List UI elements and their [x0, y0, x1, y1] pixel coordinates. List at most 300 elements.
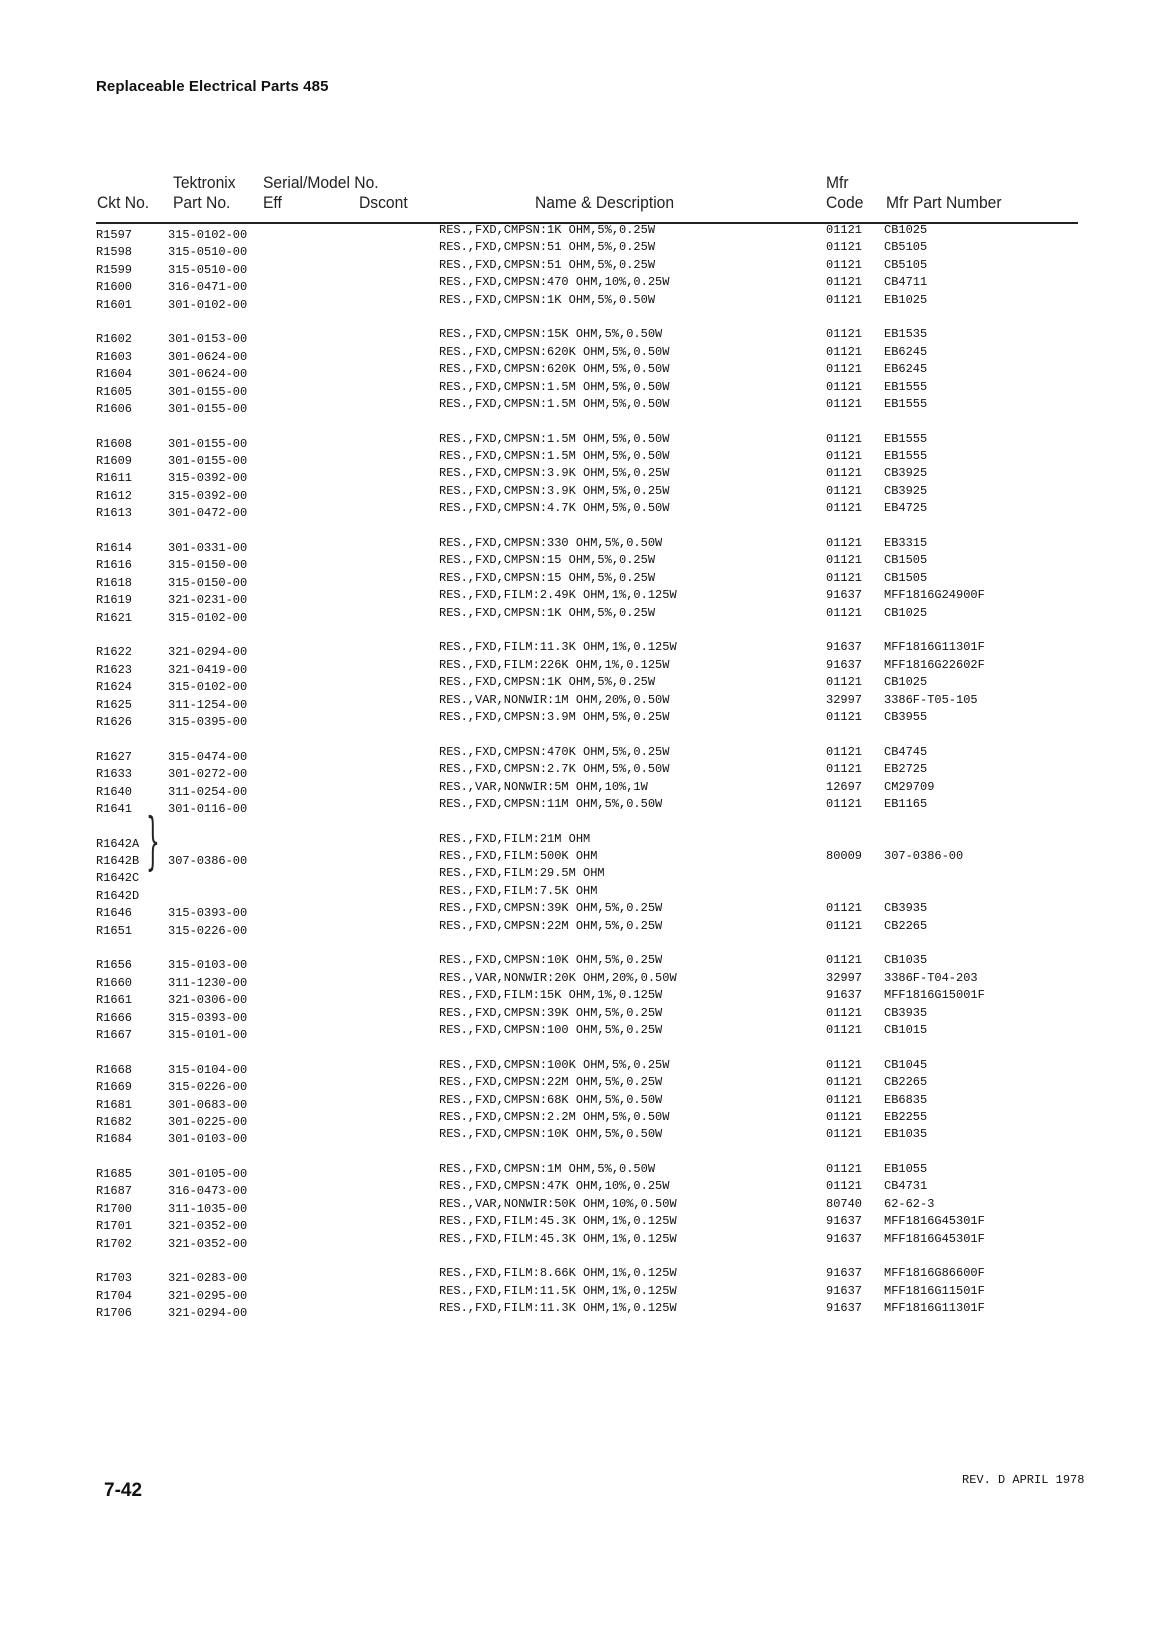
description-cell: RES.,FXD,CMPSN:3.9K OHM,5%,0.25W: [439, 466, 670, 481]
description-cell: RES.,FXD,CMPSN:470K OHM,5%,0.25W: [439, 744, 670, 759]
group-gap: [826, 1144, 862, 1161]
mfr-code-cell: 01121: [826, 796, 863, 811]
part-no-cell: 315-0226-00: [168, 923, 248, 938]
mfr-part-number-cell: CB1505: [884, 570, 928, 585]
part-no-cell: 321-0352-00: [168, 1219, 248, 1234]
mfr-part-number-column: [884, 222, 985, 1318]
mfr-part-number-cell: CB2265: [884, 918, 928, 933]
ckt-no-cell: R1667: [96, 1027, 133, 1042]
mfr-part-number-cell: CB5105: [884, 240, 928, 255]
ckt-no-cell: R1656: [96, 958, 133, 973]
ckt-no-cell: R1668: [96, 1062, 133, 1077]
group-gap: [168, 523, 247, 540]
description-cell: RES.,FXD,FILM:226K OHM,1%,0.125W: [439, 657, 670, 672]
ckt-no-cell: R1612: [96, 488, 133, 503]
description-cell: RES.,FXD,FILM:11.3K OHM,1%,0.125W: [439, 640, 677, 655]
group-gap: [884, 413, 985, 430]
mfr-part-number-cell: EB6835: [884, 1092, 928, 1107]
ckt-no-cell: R1661: [96, 993, 133, 1008]
mfr-part-number-cell: EB1555: [884, 449, 928, 464]
mfr-part-number-cell: MFF1816G22602F: [884, 657, 985, 672]
group-gap: [826, 622, 862, 639]
part-no-cell: 315-0226-00: [168, 1080, 248, 1095]
ckt-no-cell: R1685: [96, 1167, 133, 1182]
header-dscont: Dscont: [359, 193, 408, 212]
mfr-part-number-cell: EB2255: [884, 1109, 928, 1124]
description-cell: RES.,VAR,NONWIR:5M OHM,10%,1W: [439, 779, 648, 794]
mfr-code-cell: 91637: [826, 1283, 863, 1298]
group-gap: [96, 523, 139, 540]
description-cell: RES.,FXD,CMPSN:620K OHM,5%,0.50W: [439, 344, 670, 359]
description-cell: RES.,FXD,CMPSN:1.5M OHM,5%,0.50W: [439, 449, 670, 464]
description-column: [439, 222, 677, 1318]
group-brace: }: [146, 804, 160, 877]
header-mfr: Mfr: [826, 173, 849, 192]
group-gap: [168, 1044, 247, 1061]
mfr-code-cell: 01121: [826, 240, 863, 255]
mfr-part-number-cell: 62-62-3: [884, 1196, 935, 1211]
mfr-code-cell: 01121: [826, 762, 863, 777]
description-cell: RES.,FXD,CMPSN:68K OHM,5%,0.50W: [439, 1092, 663, 1107]
group-gap: [168, 1253, 247, 1270]
ckt-no-cell: R1604: [96, 367, 133, 382]
description-cell: RES.,FXD,CMPSN:100 OHM,5%,0.25W: [439, 1022, 663, 1037]
mfr-code-cell: 01121: [826, 1075, 863, 1090]
mfr-code-cell: 01121: [826, 1179, 863, 1194]
part-no-cell: 315-0392-00: [168, 471, 248, 486]
ckt-no-cell: R1619: [96, 593, 133, 608]
description-cell: RES.,FXD,FILM:21M OHM: [439, 831, 591, 846]
description-cell: RES.,FXD,FILM:11.3K OHM,1%,0.125W: [439, 1301, 677, 1316]
mfr-code-cell: 91637: [826, 988, 863, 1003]
mfr-part-number-cell: 3386F-T05-105: [884, 692, 978, 707]
part-no-cell: 301-0103-00: [168, 1132, 248, 1147]
part-no-cell: 311-1254-00: [168, 697, 248, 712]
mfr-code-cell: 01121: [826, 1005, 863, 1020]
header-ckt-no: Ckt No.: [97, 193, 150, 212]
mfr-code-cell: 01121: [826, 275, 863, 290]
mfr-code-cell: 01121: [826, 1092, 863, 1107]
mfr-code-cell: 01121: [826, 953, 863, 968]
ckt-no-cell: R1606: [96, 401, 133, 416]
ckt-no-cell: R1642D: [96, 888, 140, 903]
description-cell: RES.,FXD,CMPSN:10K OHM,5%,0.25W: [439, 953, 663, 968]
mfr-code-cell: 91637: [826, 657, 863, 672]
description-cell: RES.,FXD,CMPSN:330 OHM,5%,0.50W: [439, 536, 663, 551]
description-cell: RES.,FXD,CMPSN:15 OHM,5%,0.25W: [439, 570, 656, 585]
description-cell: RES.,VAR,NONWIR:20K OHM,20%,0.50W: [439, 970, 677, 985]
description-cell: RES.,FXD,FILM:8.66K OHM,1%,0.125W: [439, 1266, 677, 1281]
group-gap: [439, 1039, 677, 1056]
mfr-code-cell: 01121: [826, 449, 863, 464]
mfr-part-number-cell: CB4711: [884, 275, 928, 290]
description-cell: RES.,FXD,CMPSN:22M OHM,5%,0.25W: [439, 918, 663, 933]
part-no-cell: 301-0153-00: [168, 332, 248, 347]
description-cell: RES.,FXD,FILM:45.3K OHM,1%,0.125W: [439, 1214, 677, 1229]
description-cell: RES.,VAR,NONWIR:1M OHM,20%,0.50W: [439, 692, 670, 707]
description-cell: RES.,FXD,CMPSN:100K OHM,5%,0.25W: [439, 1057, 670, 1072]
mfr-part-number-cell: 3386F-T04-203: [884, 970, 978, 985]
ckt-no-cell: R1614: [96, 541, 133, 556]
mfr-part-number-cell: CB1035: [884, 953, 928, 968]
mfr-code-cell: 01121: [826, 379, 863, 394]
part-no-cell: 316-0473-00: [168, 1184, 248, 1199]
mfr-part-number-cell: EB1555: [884, 396, 928, 411]
mfr-code-cell: 91637: [826, 1266, 863, 1281]
group-gap: [96, 627, 139, 644]
mfr-part-number-cell: MFF1816G45301F: [884, 1231, 985, 1246]
part-no-cell: 321-0352-00: [168, 1236, 248, 1251]
group-gap: [826, 813, 862, 830]
group-gap: [96, 818, 139, 835]
ckt-no-cell: R1703: [96, 1271, 133, 1286]
part-no-cell: 301-0155-00: [168, 401, 248, 416]
ckt-no-cell: R1601: [96, 297, 133, 312]
part-no-cell: 301-0472-00: [168, 506, 248, 521]
ckt-no-cell: R1651: [96, 923, 133, 938]
description-cell: RES.,FXD,CMPSN:3.9M OHM,5%,0.25W: [439, 709, 670, 724]
description-cell: RES.,FXD,CMPSN:3.9K OHM,5%,0.25W: [439, 483, 670, 498]
header-code: Code: [826, 193, 864, 212]
mfr-code-cell: 01121: [826, 918, 863, 933]
description-cell: RES.,FXD,CMPSN:11M OHM,5%,0.50W: [439, 796, 663, 811]
mfr-part-number-cell: EB2725: [884, 762, 928, 777]
part-no-cell: 316-0471-00: [168, 280, 248, 295]
part-no-cell: 301-0225-00: [168, 1114, 248, 1129]
ckt-no-cell: R1706: [96, 1306, 133, 1321]
description-cell: RES.,FXD,FILM:500K OHM: [439, 849, 598, 864]
part-no-cell: 301-0331-00: [168, 541, 248, 556]
group-gap: [826, 1039, 862, 1056]
page-number: 7-42: [104, 1480, 143, 1501]
ckt-no-cell: R1701: [96, 1219, 133, 1234]
part-no-cell: [168, 836, 247, 853]
part-no-cell: 315-0104-00: [168, 1062, 248, 1077]
mfr-part-number-cell: MFF1816G11301F: [884, 640, 985, 655]
description-cell: RES.,FXD,FILM:11.5K OHM,1%,0.125W: [439, 1283, 677, 1298]
mfr-part-number-cell: CB3925: [884, 483, 928, 498]
mfr-code-cell: 01121: [826, 1127, 863, 1142]
mfr-code-cell: [826, 831, 862, 848]
description-cell: RES.,FXD,CMPSN:2.2M OHM,5%,0.50W: [439, 1109, 670, 1124]
description-cell: RES.,FXD,CMPSN:51 OHM,5%,0.25W: [439, 240, 656, 255]
ckt-no-cell: R1600: [96, 280, 133, 295]
part-no-cell: 321-0295-00: [168, 1288, 248, 1303]
description-cell: RES.,VAR,NONWIR:50K OHM,10%,0.50W: [439, 1196, 677, 1211]
mfr-part-number-cell: EB3315: [884, 536, 928, 551]
header-serial-model: Serial/Model No.: [263, 173, 379, 192]
mfr-code-column: [826, 222, 862, 1318]
group-gap: [96, 418, 139, 435]
mfr-code-cell: 12697: [826, 779, 863, 794]
mfr-part-number-cell: EB4725: [884, 501, 928, 516]
part-no-cell: 315-0392-00: [168, 488, 248, 503]
mfr-code-cell: 01121: [826, 344, 863, 359]
header-mfr-part-number: Mfr Part Number: [886, 193, 1002, 212]
part-no-cell: 301-0272-00: [168, 767, 248, 782]
mfr-part-number-cell: EB1555: [884, 431, 928, 446]
mfr-code-cell: 01121: [826, 605, 863, 620]
ckt-no-cell: R1642C: [96, 871, 140, 886]
mfr-code-cell: 91637: [826, 588, 863, 603]
description-cell: RES.,FXD,CMPSN:2.7K OHM,5%,0.50W: [439, 762, 670, 777]
mfr-code-cell: 01121: [826, 292, 863, 307]
description-cell: RES.,FXD,FILM:45.3K OHM,1%,0.125W: [439, 1231, 677, 1246]
description-cell: RES.,FXD,CMPSN:1K OHM,5%,0.50W: [439, 292, 656, 307]
mfr-code-cell: 01121: [826, 327, 863, 342]
ckt-no-cell: R1618: [96, 575, 133, 590]
group-gap: [168, 1149, 247, 1166]
ckt-no-cell: R1625: [96, 697, 133, 712]
part-no-cell: 301-0624-00: [168, 349, 248, 364]
group-gap: [96, 1253, 139, 1270]
description-cell: RES.,FXD,CMPSN:1K OHM,5%,0.25W: [439, 605, 656, 620]
description-cell: RES.,FXD,CMPSN:39K OHM,5%,0.25W: [439, 901, 663, 916]
description-cell: RES.,FXD,CMPSN:47K OHM,10%,0.25W: [439, 1179, 670, 1194]
ckt-no-cell: R1622: [96, 645, 133, 660]
mfr-part-number-cell: CB3935: [884, 901, 928, 916]
ckt-no-cell: R1626: [96, 714, 133, 729]
part-no-cell: 315-0510-00: [168, 245, 248, 260]
mfr-code-cell: 01121: [826, 1109, 863, 1124]
part-no-cell: 321-0283-00: [168, 1271, 248, 1286]
ckt-no-cell: R1598: [96, 245, 133, 260]
part-no-cell: 301-0116-00: [168, 801, 248, 816]
mfr-part-number-cell: [884, 865, 985, 882]
part-no-cell: 321-0419-00: [168, 662, 248, 677]
part-no-cell: 315-0395-00: [168, 714, 248, 729]
ckt-no-cell: R1640: [96, 784, 133, 799]
ckt-no-cell: R1602: [96, 332, 133, 347]
description-cell: RES.,FXD,CMPSN:15K OHM,5%,0.50W: [439, 327, 663, 342]
description-cell: RES.,FXD,CMPSN:51 OHM,5%,0.25W: [439, 257, 656, 272]
ckt-no-cell: R1646: [96, 906, 133, 921]
mfr-code-cell: [826, 865, 862, 882]
mfr-code-cell: 01121: [826, 553, 863, 568]
mfr-code-cell: 80740: [826, 1196, 863, 1211]
part-no-cell: 301-0155-00: [168, 436, 248, 451]
mfr-part-number-cell: EB1555: [884, 379, 928, 394]
mfr-part-number-cell: 307-0386-00: [884, 849, 964, 864]
group-gap: [168, 418, 247, 435]
mfr-part-number-cell: CB4745: [884, 744, 928, 759]
description-cell: RES.,FXD,FILM:15K OHM,1%,0.125W: [439, 988, 663, 1003]
ckt-no-cell: R1613: [96, 506, 133, 521]
group-gap: [168, 731, 247, 748]
group-gap: [884, 1039, 985, 1056]
group-gap: [96, 940, 139, 957]
mfr-part-number-cell: MFF1816G45301F: [884, 1214, 985, 1229]
ckt-no-cell: R1702: [96, 1236, 133, 1251]
mfr-part-number-cell: EB1055: [884, 1162, 928, 1177]
group-gap: [884, 1248, 985, 1265]
part-no-cell: 315-0102-00: [168, 610, 248, 625]
part-no-cell: 307-0386-00: [168, 854, 248, 869]
mfr-part-number-cell: CB3925: [884, 466, 928, 481]
mfr-part-number-cell: MFF1816G24900F: [884, 588, 985, 603]
ckt-no-cell: R1700: [96, 1201, 133, 1216]
part-no-cell: 321-0294-00: [168, 1306, 248, 1321]
mfr-code-cell: 01121: [826, 901, 863, 916]
part-no-cell: 311-0254-00: [168, 784, 248, 799]
ckt-no-cell: R1611: [96, 471, 133, 486]
part-no-cell: 315-0103-00: [168, 958, 248, 973]
description-cell: RES.,FXD,CMPSN:620K OHM,5%,0.50W: [439, 362, 670, 377]
group-gap: [884, 309, 985, 326]
part-no-cell: 301-0155-00: [168, 384, 248, 399]
mfr-part-number-cell: [884, 831, 985, 848]
group-gap: [439, 413, 677, 430]
ckt-no-cell: R1687: [96, 1184, 133, 1199]
group-gap: [826, 935, 862, 952]
revision-note: REV. D APRIL 1978: [962, 1473, 1085, 1487]
group-gap: [96, 1044, 139, 1061]
mfr-code-cell: 01121: [826, 1057, 863, 1072]
description-cell: RES.,FXD,CMPSN:1.5M OHM,5%,0.50W: [439, 431, 670, 446]
group-gap: [884, 1144, 985, 1161]
mfr-code-cell: 01121: [826, 744, 863, 759]
group-gap: [884, 935, 985, 952]
ckt-no-cell: R1660: [96, 975, 133, 990]
ckt-no-cell: R1597: [96, 228, 133, 242]
mfr-part-number-cell: CB2265: [884, 1075, 928, 1090]
group-gap: [884, 726, 985, 743]
mfr-part-number-cell: EB1165: [884, 796, 928, 811]
group-gap: [884, 813, 985, 830]
group-gap: [884, 518, 985, 535]
header-tektronix: Tektronix: [173, 173, 236, 192]
part-no-cell: 315-0102-00: [168, 228, 248, 242]
mfr-part-number-cell: CB3935: [884, 1005, 928, 1020]
group-gap: [826, 413, 862, 430]
part-no-cell: 301-0683-00: [168, 1097, 248, 1112]
mfr-code-cell: 01121: [826, 466, 863, 481]
mfr-part-number-cell: CB1045: [884, 1057, 928, 1072]
group-gap: [168, 940, 247, 957]
mfr-code-cell: 01121: [826, 570, 863, 585]
ckt-no-cell: R1599: [96, 262, 133, 277]
group-gap: [439, 309, 677, 326]
page-title: Replaceable Electrical Parts 485: [96, 78, 329, 95]
description-cell: RES.,FXD,CMPSN:1.5M OHM,5%,0.50W: [439, 379, 670, 394]
mfr-code-cell: 91637: [826, 1214, 863, 1229]
description-cell: RES.,FXD,CMPSN:1M OHM,5%,0.50W: [439, 1162, 656, 1177]
group-gap: [439, 726, 677, 743]
ckt-no-cell: R1681: [96, 1097, 133, 1112]
mfr-part-number-cell: CB1505: [884, 553, 928, 568]
mfr-code-cell: 01121: [826, 675, 863, 690]
mfr-part-number-cell: MFF1816G11301F: [884, 1301, 985, 1316]
ckt-no-column: [96, 227, 139, 1323]
header-eff: Eff: [263, 193, 282, 212]
mfr-part-number-cell: CB1025: [884, 223, 928, 237]
mfr-code-cell: 80009: [826, 849, 863, 864]
description-cell: RES.,FXD,CMPSN:22M OHM,5%,0.25W: [439, 1075, 663, 1090]
group-gap: [168, 818, 247, 835]
mfr-part-number-cell: CM29709: [884, 779, 935, 794]
group-gap: [96, 314, 139, 331]
part-no-column: [168, 227, 247, 1323]
mfr-code-cell: 01121: [826, 257, 863, 272]
ckt-no-cell: R1603: [96, 349, 133, 364]
mfr-code-cell: 91637: [826, 1231, 863, 1246]
part-no-cell: 315-0101-00: [168, 1027, 248, 1042]
group-gap: [884, 622, 985, 639]
group-gap: [439, 1144, 677, 1161]
description-cell: RES.,FXD,CMPSN:1.5M OHM,5%,0.50W: [439, 396, 670, 411]
description-cell: RES.,FXD,FILM:7.5K OHM: [439, 883, 598, 898]
ckt-no-cell: R1642B: [96, 854, 140, 869]
group-gap: [826, 309, 862, 326]
mfr-part-number-cell: MFF1816G11501F: [884, 1283, 985, 1298]
ckt-no-cell: R1669: [96, 1080, 133, 1095]
part-no-cell: 315-0150-00: [168, 558, 248, 573]
part-no-cell: [168, 870, 247, 887]
mfr-part-number-cell: MFF1816G15001F: [884, 988, 985, 1003]
ckt-no-cell: R1666: [96, 1010, 133, 1025]
mfr-part-number-cell: CB1015: [884, 1022, 928, 1037]
part-no-cell: 321-0294-00: [168, 645, 248, 660]
part-no-cell: 321-0231-00: [168, 593, 248, 608]
ckt-no-cell: R1608: [96, 436, 133, 451]
group-gap: [439, 935, 677, 952]
group-gap: [439, 622, 677, 639]
part-no-cell: 301-0102-00: [168, 297, 248, 312]
ckt-no-cell: R1621: [96, 610, 133, 625]
mfr-code-cell: 91637: [826, 1301, 863, 1316]
mfr-part-number-cell: CB3955: [884, 709, 928, 724]
description-cell: RES.,FXD,CMPSN:1K OHM,5%,0.25W: [439, 223, 656, 237]
ckt-no-cell: R1605: [96, 384, 133, 399]
ckt-no-cell: R1609: [96, 454, 133, 469]
mfr-code-cell: 32997: [826, 692, 863, 707]
mfr-code-cell: 01121: [826, 396, 863, 411]
mfr-part-number-cell: EB6245: [884, 362, 928, 377]
group-gap: [826, 726, 862, 743]
description-cell: RES.,FXD,CMPSN:10K OHM,5%,0.50W: [439, 1127, 663, 1142]
header-name-description: Name & Description: [535, 193, 675, 212]
description-cell: RES.,FXD,CMPSN:1K OHM,5%,0.25W: [439, 675, 656, 690]
ckt-no-cell: R1627: [96, 749, 133, 764]
part-no-cell: 315-0393-00: [168, 1010, 248, 1025]
ckt-no-cell: R1642A: [96, 836, 140, 851]
group-gap: [439, 518, 677, 535]
group-gap: [168, 314, 247, 331]
part-no-cell: 315-0393-00: [168, 906, 248, 921]
mfr-code-cell: 01121: [826, 362, 863, 377]
header-part-no: Part No.: [173, 193, 231, 212]
description-cell: RES.,FXD,FILM:2.49K OHM,1%,0.125W: [439, 588, 677, 603]
mfr-code-cell: 01121: [826, 431, 863, 446]
mfr-part-number-cell: CB5105: [884, 257, 928, 272]
mfr-part-number-cell: CB1025: [884, 675, 928, 690]
part-no-cell: 311-1035-00: [168, 1201, 248, 1216]
mfr-part-number-cell: MFF1816G86600F: [884, 1266, 985, 1281]
mfr-part-number-cell: CB1025: [884, 605, 928, 620]
mfr-code-cell: 01121: [826, 501, 863, 516]
mfr-part-number-cell: EB6245: [884, 344, 928, 359]
part-no-cell: 301-0105-00: [168, 1167, 248, 1182]
mfr-code-cell: 01121: [826, 223, 863, 237]
mfr-code-cell: 01121: [826, 483, 863, 498]
description-cell: RES.,FXD,CMPSN:470 OHM,10%,0.25W: [439, 275, 670, 290]
mfr-code-cell: 01121: [826, 1022, 863, 1037]
group-gap: [439, 813, 677, 830]
ckt-no-cell: R1684: [96, 1132, 133, 1147]
description-cell: RES.,FXD,CMPSN:4.7K OHM,5%,0.50W: [439, 501, 670, 516]
part-no-cell: 315-0510-00: [168, 262, 248, 277]
ckt-no-cell: R1624: [96, 680, 133, 695]
